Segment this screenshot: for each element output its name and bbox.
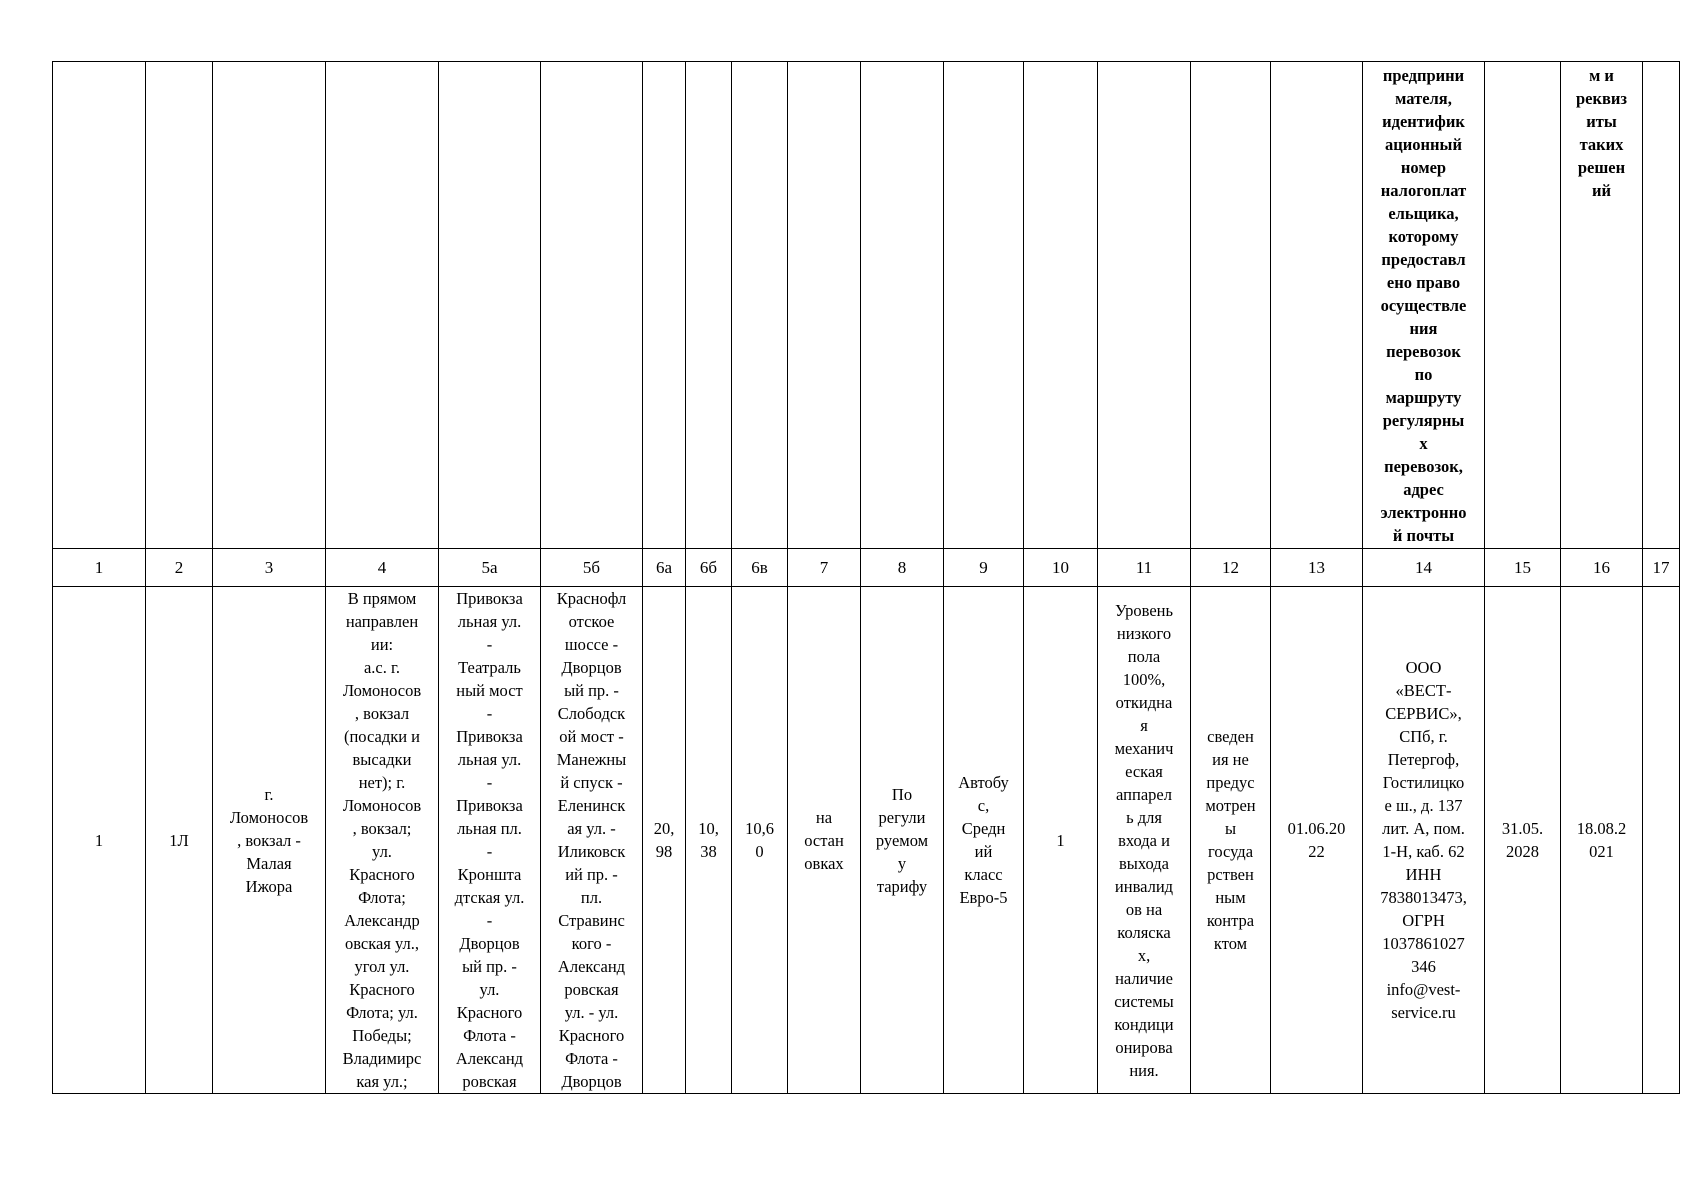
column-number: 16 xyxy=(1561,549,1643,587)
carrier-info: ООО «ВЕСТ- СЕРВИС», СПб, г. Петергоф, Гостилицко е ш., д. 137 лит. А, пом. 1-Н, каб. 62 ИНН 7838013473, ОГРН 1037861027 346 info@vest- service.ru xyxy=(1363,587,1485,1094)
route-streets-backward: Краснофл отское шоссе - Дворцов ый пр. - Слободск ой мост - Манежны й спуск - Еленинск ая ул. - Иликовск ий пр. - пл. Стравинс кого - Александ ровская ул. - ул. Красного Флота - Дворцов xyxy=(541,587,643,1094)
header-cell-7 xyxy=(788,62,861,549)
column-number: 7 xyxy=(788,549,861,587)
header-cell-12 xyxy=(1191,62,1271,549)
route-stops: В прямом направлен ии: а.с. г. Ломоносов , вокзал (посадки и высадки нет); г. Ломоносов , вокзал; ул. Красного Флота; Александр овская ул., угол ул. Красного Флота; ул. Победы; Владимирс кая ул.; xyxy=(326,587,439,1094)
column-number: 4 xyxy=(326,549,439,587)
route-name: г. Ломоносов , вокзал - Малая Ижора xyxy=(213,587,326,1094)
route-length-forward: 10, 38 xyxy=(686,587,732,1094)
header-cell-14 xyxy=(1363,62,1485,549)
column-number: 5б xyxy=(541,549,643,587)
boarding-procedure: на остан овках xyxy=(788,587,861,1094)
vehicle-characteristics: Уровень низкого пола 100%, откидна я механич еская аппарел ь для входа и выхода инвалид ов на коляска х, наличие системы кондици онирова ния. xyxy=(1098,587,1191,1094)
contract-info: сведен ия не предус мотрен ы госуда рствен ным контра ктом xyxy=(1191,587,1271,1094)
route-register-table xyxy=(52,61,1680,1094)
vehicle-count: 1 xyxy=(1024,587,1098,1094)
notes-cell xyxy=(1643,587,1680,1094)
header-cell-2 xyxy=(146,62,213,549)
vehicle-class: Автобу с, Средн ий класс Евро-5 xyxy=(944,587,1024,1094)
column-number: 5а xyxy=(439,549,541,587)
header-cell-1 xyxy=(53,62,146,549)
header-decision-text: м и реквиз иты таких решен ий xyxy=(1575,66,1628,200)
header-cell-13 xyxy=(1271,62,1363,549)
header-cell-16 xyxy=(1561,62,1643,549)
route-order-number: 1 xyxy=(53,587,146,1094)
column-number: 6а xyxy=(643,549,686,587)
column-number: 2 xyxy=(146,549,213,587)
column-number: 13 xyxy=(1271,549,1363,587)
column-number: 6б xyxy=(686,549,732,587)
header-cell-15 xyxy=(1485,62,1561,549)
route-streets-forward: Привокза льная ул. - Театраль ный мост - Привокза льная ул. - Привокза льная пл. - Кроншта дтская ул. - Дворцов ый пр. - ул. Красного Флота - Александ ровская xyxy=(439,587,541,1094)
column-number-row xyxy=(53,549,1680,587)
header-cell-10 xyxy=(1024,62,1098,549)
end-date: 31.05. 2028 xyxy=(1485,587,1561,1094)
header-cell-9 xyxy=(944,62,1024,549)
column-number: 3 xyxy=(213,549,326,587)
header-cell-4 xyxy=(326,62,439,549)
column-number: 6в xyxy=(732,549,788,587)
column-number: 11 xyxy=(1098,549,1191,587)
column-number: 1 xyxy=(53,549,146,587)
column-number: 12 xyxy=(1191,549,1271,587)
header-cell-3 xyxy=(213,62,326,549)
column-number: 14 xyxy=(1363,549,1485,587)
table-row xyxy=(53,587,1680,1094)
header-cell-6c xyxy=(732,62,788,549)
transport-type: По регули руемом у тарифу xyxy=(861,587,944,1094)
header-cell-17 xyxy=(1643,62,1680,549)
header-cell-5a xyxy=(439,62,541,549)
decision-date: 18.08.2 021 xyxy=(1561,587,1643,1094)
column-number: 9 xyxy=(944,549,1024,587)
route-length-total: 20, 98 xyxy=(643,587,686,1094)
header-cell-8 xyxy=(861,62,944,549)
header-cell-11 xyxy=(1098,62,1191,549)
route-length-backward: 10,6 0 xyxy=(732,587,788,1094)
header-cell-6b xyxy=(686,62,732,549)
start-date: 01.06.20 22 xyxy=(1271,587,1363,1094)
column-number: 10 xyxy=(1024,549,1098,587)
column-number: 8 xyxy=(861,549,944,587)
header-cell-6a xyxy=(643,62,686,549)
header-carrier-text: предприни мателя, идентифик ационный номер налогоплат ельщика, которому предоставл ено право осуществле ния перевозок по маршруту регулярны х перевозок, адрес электронно й почты xyxy=(1380,66,1467,545)
column-number: 17 xyxy=(1643,549,1680,587)
column-number: 15 xyxy=(1485,549,1561,587)
header-continuation-row xyxy=(53,62,1680,549)
route-number: 1Л xyxy=(146,587,213,1094)
header-cell-5b xyxy=(541,62,643,549)
